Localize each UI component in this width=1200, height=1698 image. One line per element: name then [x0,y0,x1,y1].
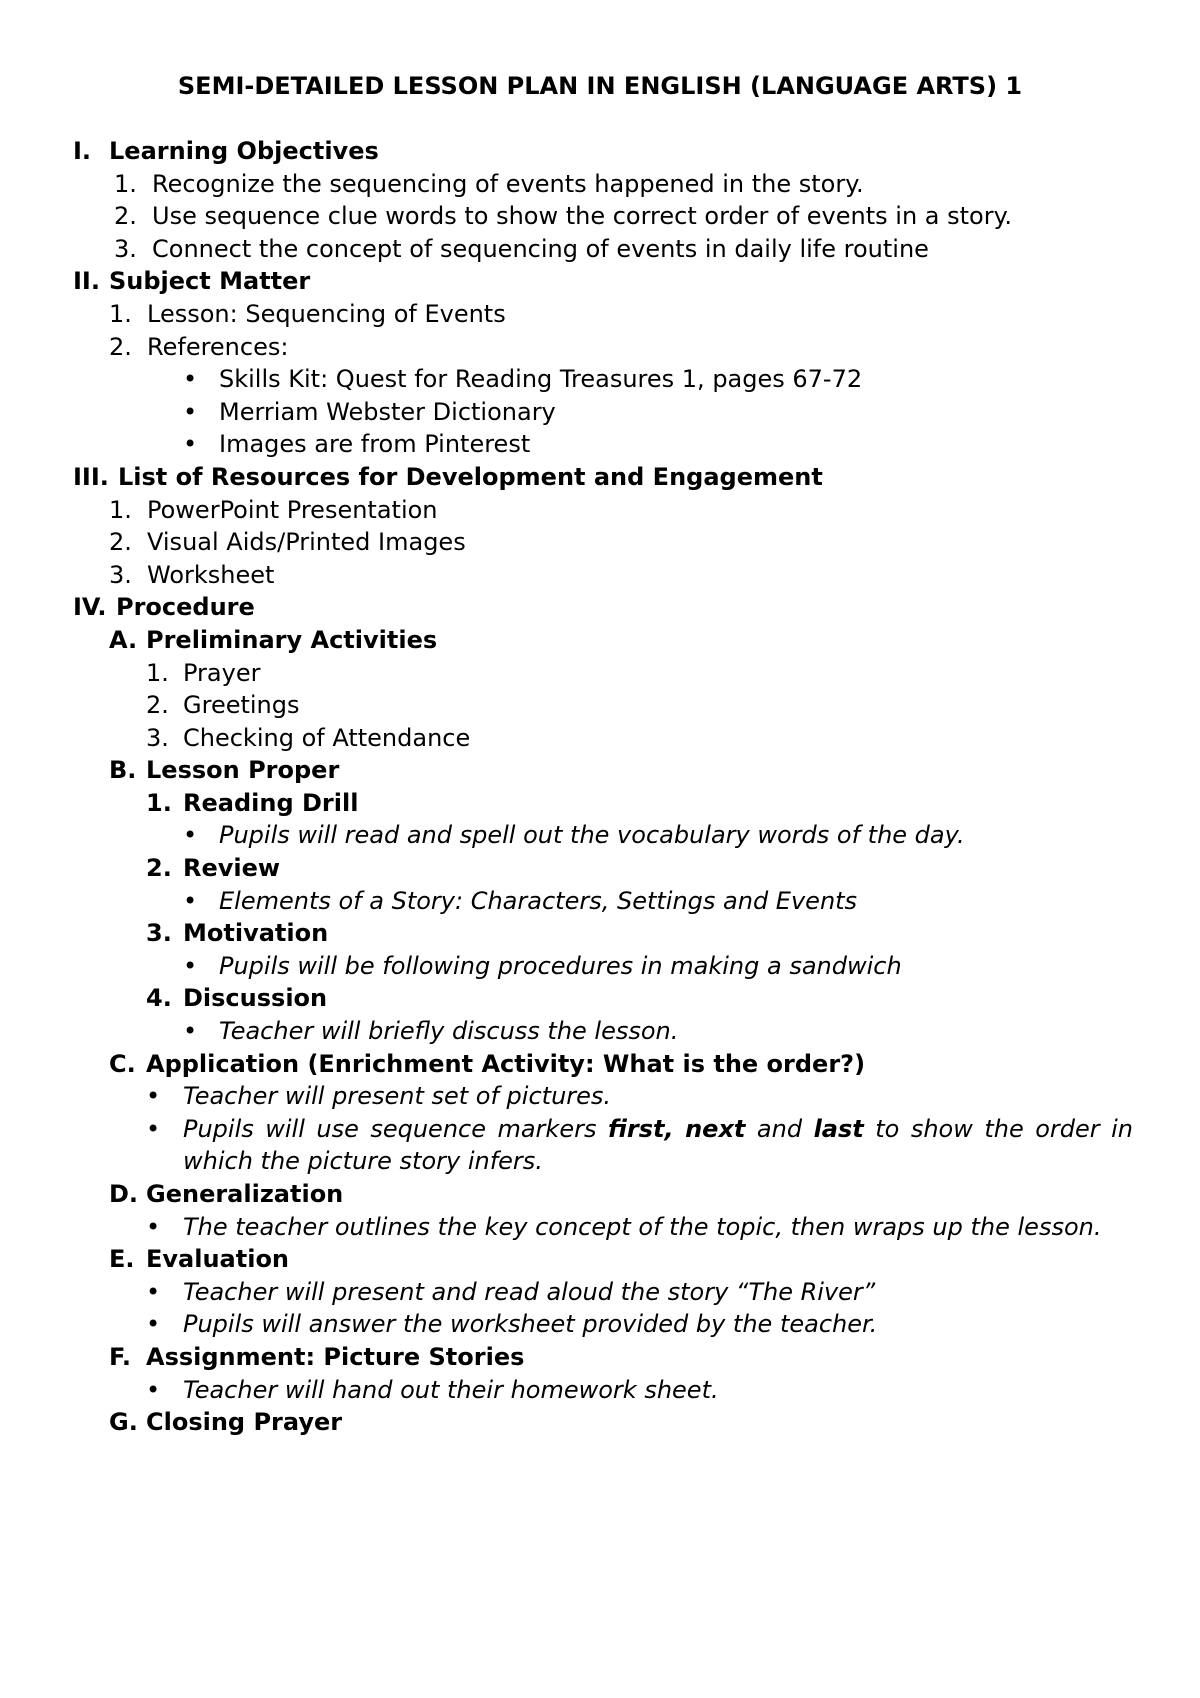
section-number: I. [73,137,92,165]
bullet-text [183,1113,1133,1178]
bullet-icon: • [146,1212,161,1241]
item-text: Worksheet [147,560,275,589]
list-item [73,298,1133,331]
bullet-text: Pupils will answer the worksheet provided by the teacher. [183,1310,878,1339]
item-text: Motivation [183,919,329,948]
reference-text: Skills Kit: Quest for Reading Treasures 1, pages 67-72 [219,365,863,394]
list-item [73,852,1133,885]
keyword-next: next [685,1114,746,1143]
subsection-heading: Preliminary Activities [146,625,438,654]
item-text: Checking of Attendance [183,723,471,752]
item-text: Reading Drill [183,788,359,817]
bullet-item [73,1374,1133,1407]
bullet-item [73,819,1133,852]
bullet-icon: • [183,430,198,459]
bullet-text: Teacher will present and read aloud the story “The River” [183,1277,876,1306]
bullet-icon: • [146,1310,161,1339]
reference-text: Merriam Webster Dictionary [219,397,556,426]
item-text: Use sequence clue words to show the correct order of events in a story. [152,202,1012,231]
section-number: III. [73,462,109,491]
bullet-text: Pupils will be following procedures in making a sandwich [219,951,902,980]
item-number: 2. [146,854,172,883]
keyword-last: last [813,1114,864,1143]
subsection-generalization [73,1178,1133,1211]
item-text: Lesson: Sequencing of Events [147,299,506,328]
bullet-text-part: and [756,1114,803,1143]
subsection-closing-prayer [73,1406,1133,1439]
subsection-heading: Generalization [146,1180,344,1208]
bullet-text: The teacher outlines the key concept of the topic, then wraps up the lesson. [183,1212,1102,1241]
section-heading: Procedure [116,593,255,622]
list-item [73,559,1133,592]
item-number: 1. [114,169,137,198]
subsection-heading: Evaluation [146,1245,290,1274]
subsection-letter: B. [109,756,137,785]
item-number: 3. [146,919,172,948]
item-text: PowerPoint Presentation [147,495,438,524]
section-heading: Subject Matter [109,267,311,296]
item-number: 1. [109,299,132,328]
subsection-letter: D. [109,1180,139,1208]
section-procedure [73,591,1133,624]
section-resources [73,461,1133,494]
item-text: Visual Aids/Printed Images [147,528,466,557]
subsection-heading: Application (Enrichment Activity: What is the order?) [146,1049,866,1078]
bullet-item [73,950,1133,983]
item-text: References: [147,332,289,361]
item-number: 2. [109,332,132,361]
list-item [73,982,1133,1015]
item-number: 2. [146,691,169,720]
subsection-heading: Lesson Proper [146,756,340,785]
subsection-heading: Assignment: Picture Stories [146,1342,525,1371]
bullet-text: Teacher will present set of pictures. [183,1082,612,1111]
bullet-text: Teacher will briefly discuss the lesson. [219,1017,679,1046]
item-number: 1. [146,788,172,817]
bullet-icon: • [183,951,198,980]
bullet-icon: • [146,1114,161,1143]
section-heading: Learning Objectives [109,137,379,165]
subsection-letter: F. [109,1342,131,1371]
item-text: Prayer [183,658,261,687]
bullet-text: Teacher will hand out their homework sheet. [183,1375,719,1404]
item-text: Connect the concept of sequencing of events in daily life routine [152,234,929,263]
bullet-item [73,885,1133,918]
list-item [73,787,1133,820]
reference-item [73,428,1133,461]
item-number: 2. [114,202,137,231]
subsection-letter: G. [109,1408,138,1437]
bullet-item [73,1211,1133,1244]
item-text: Discussion [183,984,328,1013]
subsection-letter: C. [109,1049,136,1078]
bullet-icon: • [183,821,198,850]
subsection-heading: Closing Prayer [146,1408,343,1437]
bullet-icon: • [183,365,198,394]
item-number: 3. [114,234,137,263]
list-item [73,494,1133,527]
item-text: Greetings [183,691,300,720]
reference-text: Images are from Pinterest [219,430,531,459]
bullet-item [73,1276,1133,1309]
item-text: Recognize the sequencing of events happened in the story. [152,169,864,198]
keyword-first: first, [607,1114,674,1143]
section-number: II. [73,267,100,296]
subsection-preliminary-activities [73,624,1133,657]
lesson-plan-body [73,135,1133,1439]
reference-item [73,396,1133,429]
section-subject-matter [73,265,1133,298]
list-item [73,526,1133,559]
item-text: Review [183,854,281,883]
subsection-letter: A. [109,625,138,654]
subsection-application [73,1048,1133,1081]
list-item [73,233,1133,266]
subsection-evaluation [73,1243,1133,1276]
bullet-text-part: to show the order in which the picture story infers. [183,1114,1134,1176]
bullet-icon: • [146,1277,161,1306]
document-title: SEMI-DETAILED LESSON PLAN IN ENGLISH (LANGUAGE ARTS) 1 [177,72,1023,100]
subsection-assignment [73,1341,1133,1374]
item-number: 2. [109,528,132,557]
bullet-icon: • [183,397,198,426]
section-learning-objectives [73,135,1133,168]
bullet-text: Pupils will read and spell out the vocabulary words of the day. [219,821,965,850]
bullet-icon: • [146,1375,161,1404]
section-number: IV. [73,593,107,622]
item-number: 1. [109,495,132,524]
bullet-icon: • [183,1017,198,1046]
subsection-letter: E. [109,1245,135,1274]
reference-item [73,363,1133,396]
list-item [73,200,1133,233]
bullet-text-part: Pupils will use sequence markers [183,1114,597,1143]
item-number: 1. [146,658,169,687]
bullet-icon: • [146,1082,161,1111]
bullet-item [73,1308,1133,1341]
bullet-item [73,1113,1133,1178]
list-item [73,722,1133,755]
item-number: 3. [146,723,169,752]
list-item [73,917,1133,950]
item-number: 4. [146,984,172,1013]
bullet-text: Elements of a Story: Characters, Settings and Events [219,886,858,915]
section-heading: List of Resources for Development and Engagement [118,462,823,491]
list-item [73,331,1133,364]
list-item [73,689,1133,722]
list-item [73,657,1133,690]
bullet-item [73,1080,1133,1113]
item-number: 3. [109,560,132,589]
bullet-icon: • [183,886,198,915]
bullet-item [73,1015,1133,1048]
subsection-lesson-proper [73,754,1133,787]
list-item [73,168,1133,201]
